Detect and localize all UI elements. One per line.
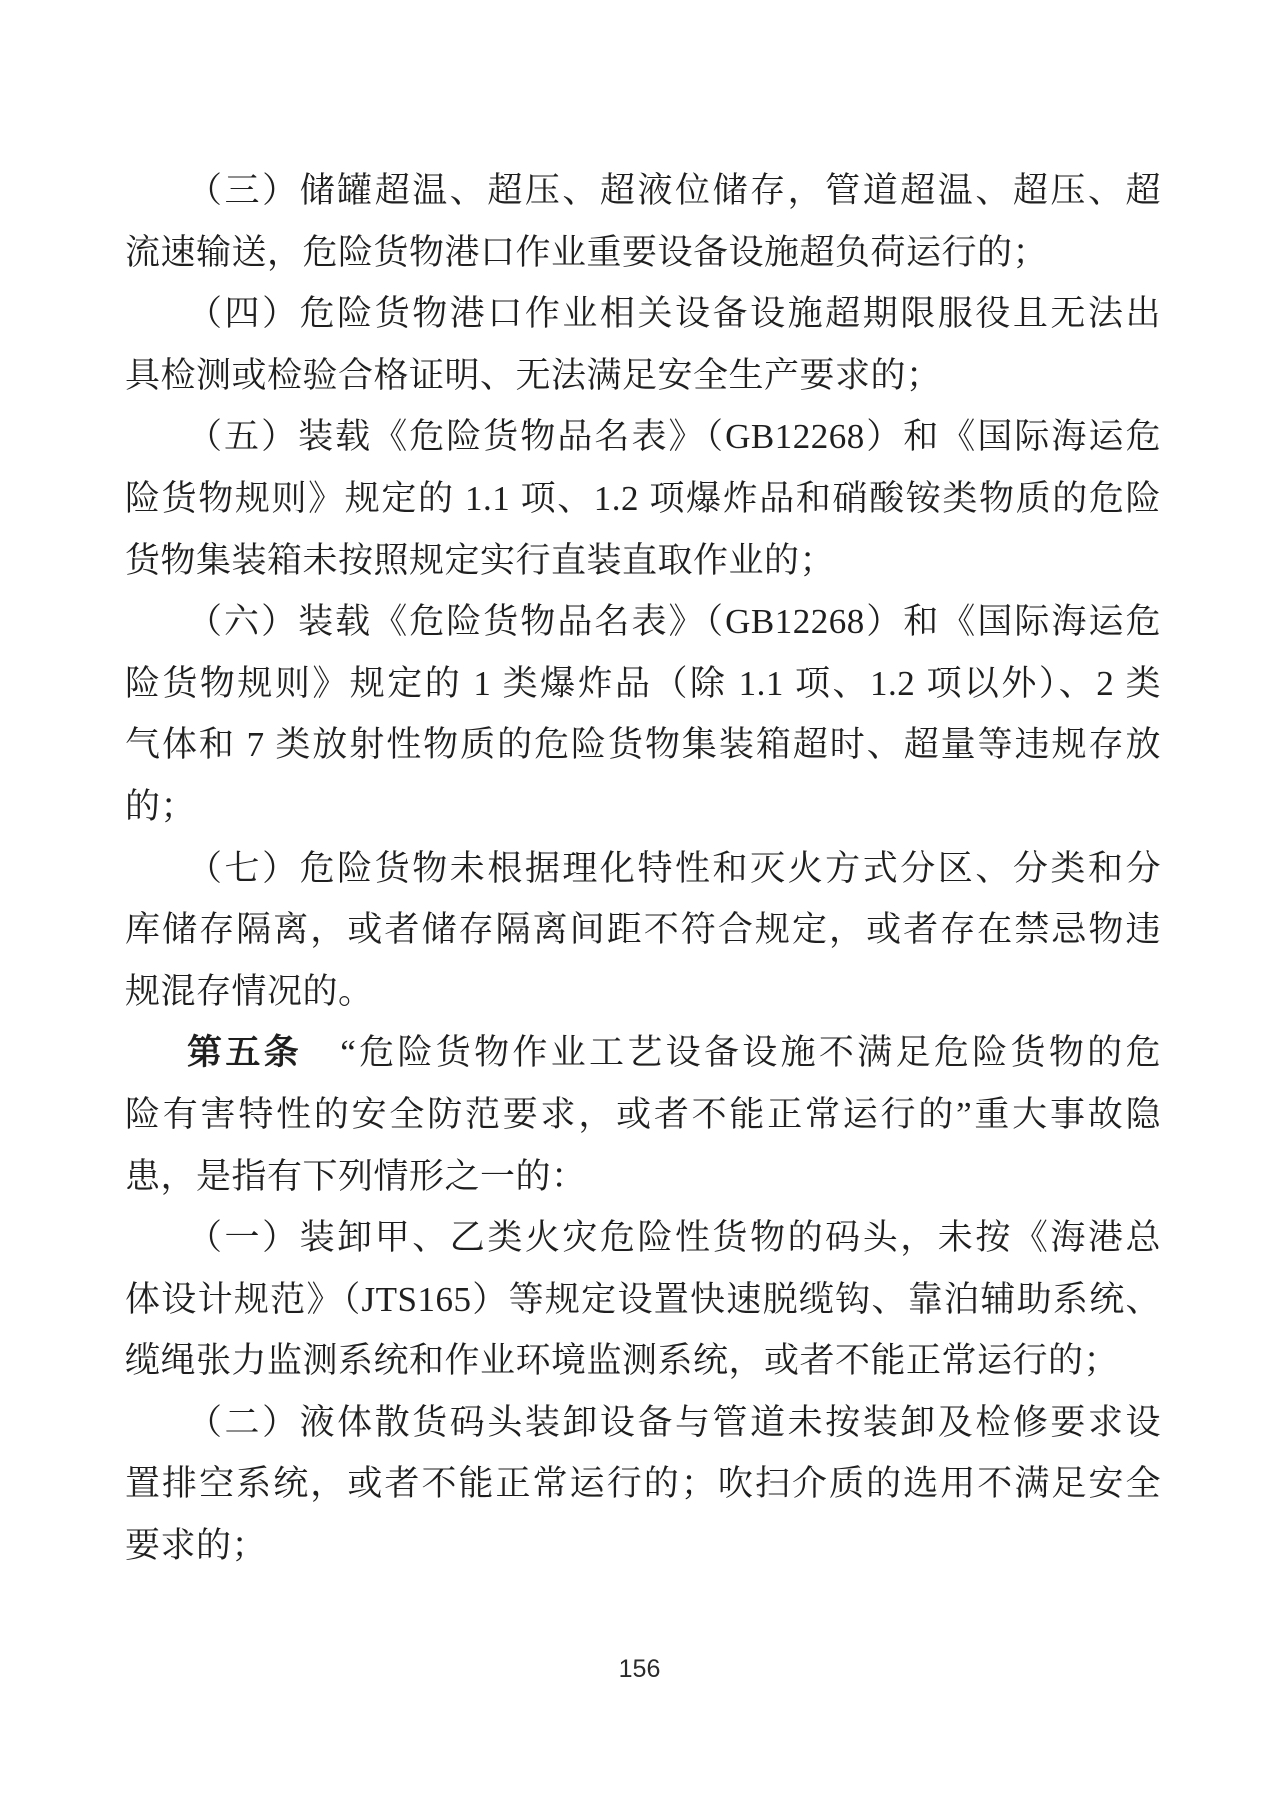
text-line: 规混存情况的。 — [125, 971, 374, 1011]
page-number: 156 — [618, 1655, 661, 1683]
text-line: 气体和 7 类放射性物质的危险货物集装箱超时、超量等违规存放 — [125, 725, 1161, 765]
text-line: 险货物规则》规定的 1.1 项、1.2 项爆炸品和硝酸铵类物质的危险 — [125, 478, 1161, 518]
text-line: （五）装载《危险货物品名表》（GB12268）和《国际海运危 — [187, 417, 1161, 457]
text-line: 库储存隔离，或者储存隔离间距不符合规定，或者存在禁忌物违 — [125, 910, 1161, 950]
text-line: （七）危险货物未根据理化特性和灭火方式分区、分类和分 — [187, 848, 1161, 888]
text-line: 的； — [125, 786, 197, 826]
text-line: （三）储罐超温、超压、超液位储存，管道超温、超压、超 — [187, 171, 1161, 210]
text-line: 流速输送，危险货物港口作业重要设备设施超负荷运行的； — [125, 232, 1049, 272]
text-line: 险有害特性的安全防范要求，或者不能正常运行的”重大事故隐 — [125, 1094, 1161, 1134]
text-line: 要求的； — [125, 1526, 268, 1566]
text-line: 置排空系统，或者不能正常运行的；吹扫介质的选用不满足安全 — [125, 1464, 1161, 1504]
text-line: 体设计规范》（JTS165）等规定设置快速脱缆钩、靠泊辅助系统、 — [125, 1279, 1161, 1319]
text-line: （二）液体散货码头装卸设备与管道未按装卸及检修要求设 — [187, 1402, 1161, 1442]
text-line: 险货物规则》规定的 1 类爆炸品（除 1.1 项、1.2 项以外）、2 类 — [125, 663, 1161, 703]
text-line: 患，是指有下列情形之一的： — [125, 1156, 587, 1196]
text-line: （六）装载《危险货物品名表》（GB12268）和《国际海运危 — [187, 602, 1161, 642]
text-line: （四）危险货物港口作业相关设备设施超期限服役且无法出 — [187, 294, 1161, 334]
text-line: 具检测或检验合格证明、无法满足安全生产要求的； — [125, 355, 942, 395]
text-line: 货物集装箱未按照规定实行直装直取作业的； — [125, 540, 836, 580]
text-line: （一）装卸甲、乙类火灾危险性货物的码头，未按《海港总 — [187, 1218, 1161, 1258]
article-heading: 第五条 — [187, 1033, 302, 1073]
document-body — [125, 160, 1161, 1577]
text-line: 缆绳张力监测系统和作业环境监测系统，或者不能正常运行的； — [125, 1341, 1120, 1381]
text-line: 第五条 “危险货物作业工艺设备设施不满足危险货物的危 — [187, 1033, 1161, 1073]
